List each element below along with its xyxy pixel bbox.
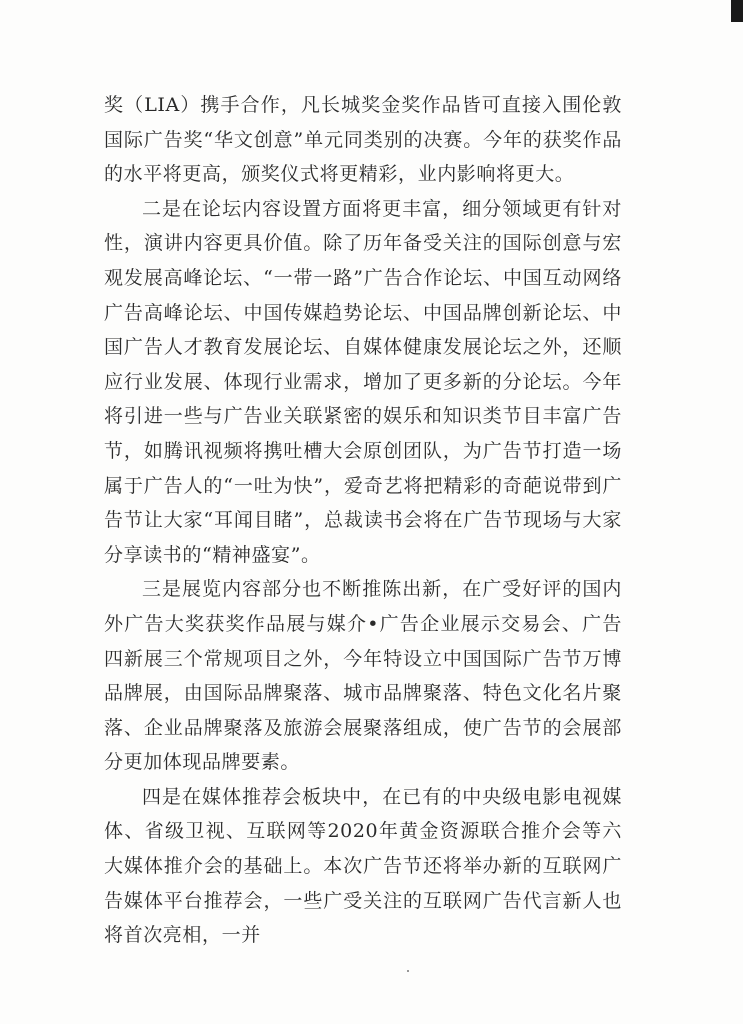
scan-edge-mark [731,0,743,22]
paragraph-3-exhibitions: 三是展览内容部分也不断推陈出新，在广受好评的国内外广告大奖获奖作品展与媒介•广告企业展示交易会、广告四新展三个常规项目之外，今年特设立中国国际广告节万博品牌展，由国际品牌聚落、城市品牌聚落、特色文化名片聚落、企业品牌聚落及旅游会展聚落组成，使广告节的会展部分更加体现品牌要素。 [104,578,622,774]
document-body [104,88,622,953]
scan-speck [407,970,409,972]
paragraph-4-media: 四是在媒体推荐会板块中，在已有的中央级电影电视媒体、省级卫视、互联网等2020年黄金资源联合推介会等六大媒体推介会的基础上。本次广告节还将举办新的互联网广告媒体平台推荐会，一些广受关注的互联网广告代言新人也将首次亮相，一并 [104,785,622,947]
paragraph-1-continuation: 奖（LIA）携手合作，凡长城奖金奖作品皆可直接入围伦敦国际广告奖“华文创意”单元同类别的决赛。今年的获奖作品的水平将更高，颁奖仪式将更精彩，业内影响将更大。 [104,94,622,186]
paragraph-2-forums: 二是在论坛内容设置方面将更丰富，细分领域更有针对性，演讲内容更具价值。除了历年备受关注的国际创意与宏观发展高峰论坛、“一带一路”广告合作论坛、中国互动网络广告高峰论坛、中国传媒趋势论坛、中国品牌创新论坛、中国广告人才教育发展论坛、自媒体健康发展论坛之外，还顺应行业发展、体现行业需求，增加了更多新的分论坛。今年将引进一些与广告业关联紧密的娱乐和知识类节目丰富广告节，如腾讯视频将携吐槽大会原创团队，为广告节打造一场属于广告人的“一吐为快”，爱奇艺将把精彩的奇葩说带到广告节让大家“耳闻目睹”，总裁读书会将在广告节现场与大家分享读书的“精神盛宴”。 [104,197,622,566]
